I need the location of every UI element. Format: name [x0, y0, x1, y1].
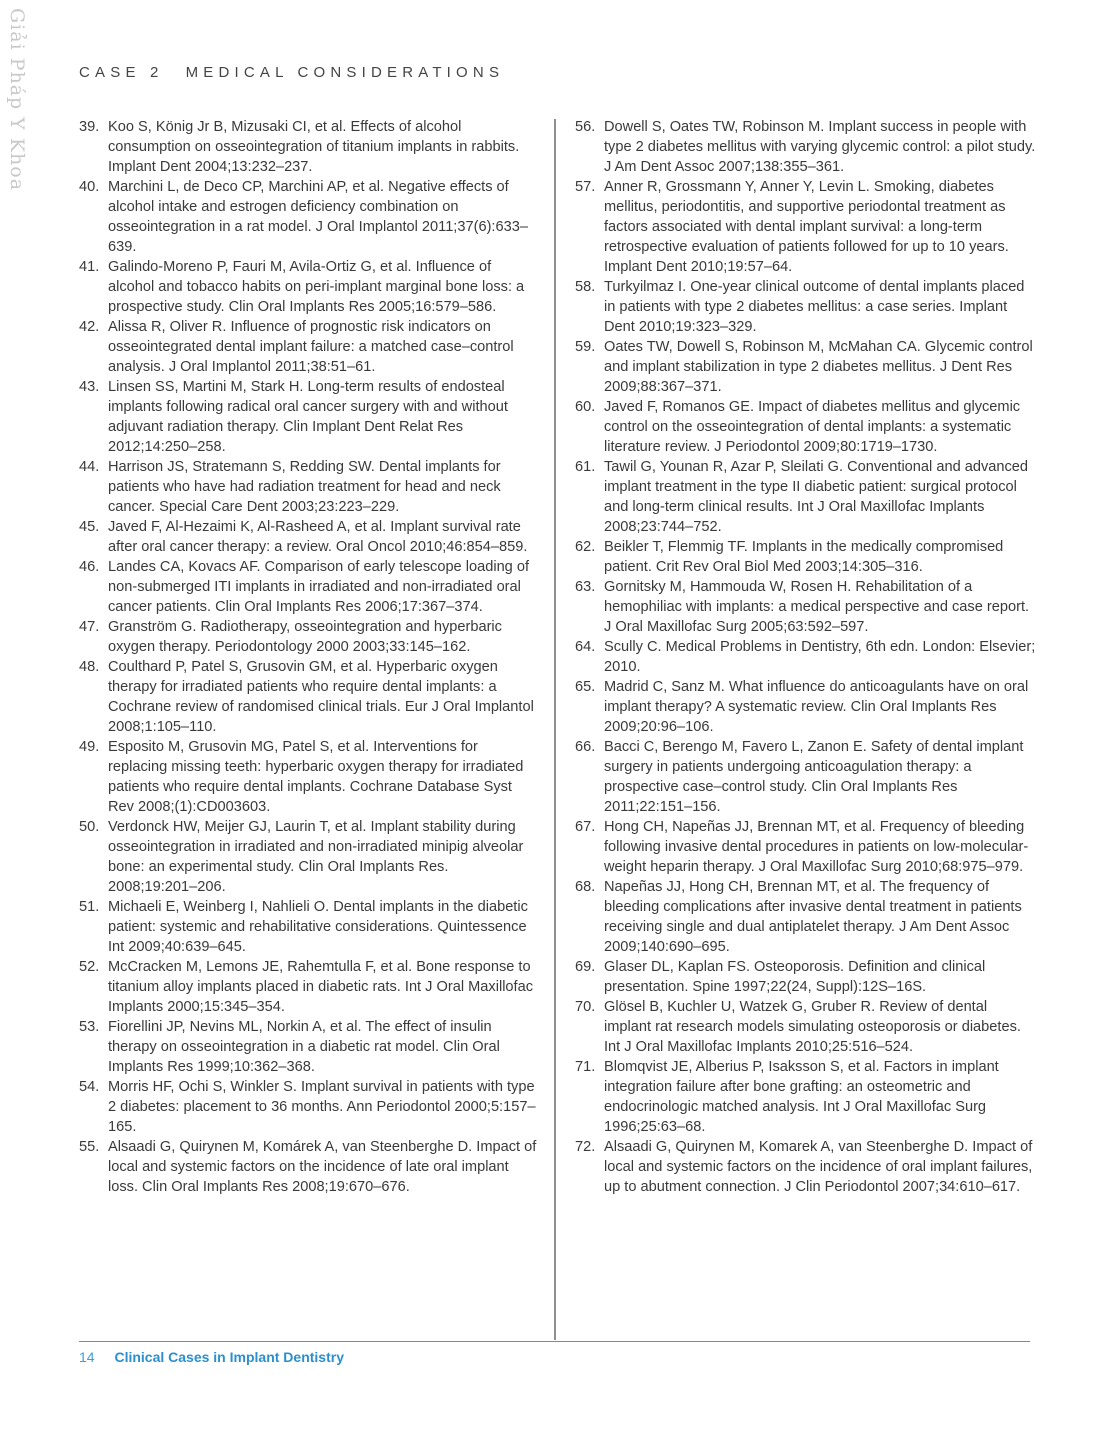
reference-number: 52. — [79, 959, 100, 975]
references-right-column — [575, 117, 1037, 1197]
reference-number: 51. — [79, 899, 100, 915]
reference-number: 59. — [575, 339, 596, 355]
reference-text: Gornitsky M, Hammouda W, Rosen H. Rehabilitation of a hemophiliac with implants: a medical perspective and case report. J Oral Maxillofac Surg 2005;63:592–597. — [604, 579, 1030, 635]
reference-number: 72. — [575, 1139, 596, 1155]
reference-number: 69. — [575, 959, 596, 975]
reference-text: Bacci C, Berengo M, Favero L, Zanon E. Safety of dental implant surgery in patients undergoing anticoagulation therapy: a prospective case–control study. Clin Oral Implants Res 2011;22:151–156. — [604, 739, 1024, 815]
reference-text: Madrid C, Sanz M. What influence do anticoagulants have on oral implant therapy? A systematic review. Clin Oral Implants Res 2009;20:96–106. — [604, 679, 1029, 735]
reference-text: Hong CH, Napeñas JJ, Brennan MT, et al. Frequency of bleeding following invasive dental procedures in patients on low-molecular-weight heparin therapy. J Oral Maxillofac Surg 2010;68:975–979. — [604, 819, 1029, 875]
reference-item — [575, 457, 1037, 537]
running-head-section: MEDICAL CONSIDERATIONS — [185, 64, 505, 81]
running-head-case: CASE 2 — [79, 64, 164, 81]
reference-text: Glösel B, Kuchler U, Watzek G, Gruber R. Review of dental implant rat research models simulating osteoporosis or diabetes. Int J Oral Maxillofac Implants 2010;25:516–524. — [604, 999, 1021, 1055]
reference-number: 48. — [79, 659, 100, 675]
reference-number: 54. — [79, 1079, 100, 1095]
reference-number: 41. — [79, 259, 100, 275]
reference-number: 40. — [79, 179, 100, 195]
reference-item — [575, 1057, 1037, 1137]
book-title: Clinical Cases in Implant Dentistry — [114, 1349, 344, 1365]
reference-item — [79, 737, 541, 817]
reference-number: 71. — [575, 1059, 596, 1075]
reference-text: Alsaadi G, Quirynen M, Komárek A, van Steenberghe D. Impact of local and systemic factors on the incidence of late oral implant loss. Clin Oral Implants Res 2008;19:670–676. — [108, 1139, 537, 1195]
reference-item — [575, 817, 1037, 877]
reference-item — [575, 277, 1037, 337]
reference-item — [575, 637, 1037, 677]
reference-number: 67. — [575, 819, 596, 835]
reference-text: Koo S, König Jr B, Mizusaki CI, et al. Effects of alcohol consumption on osseointegration of titanium implants in rabbits. Implant Dent 2004;13:232–237. — [108, 119, 520, 175]
reference-item — [575, 397, 1037, 457]
reference-item — [79, 457, 541, 517]
reference-text: Javed F, Romanos GE. Impact of diabetes mellitus and glycemic control on the osseointegration of dental implants: a systematic literature review. J Periodontol 2009;80:1719–1730. — [604, 399, 1021, 455]
reference-text: Harrison JS, Stratemann S, Redding SW. Dental implants for patients who have had radiation treatment for head and neck cancer. Special Care Dent 2003;23:223–229. — [108, 459, 501, 515]
reference-number: 61. — [575, 459, 596, 475]
reference-text: Fiorellini JP, Nevins ML, Norkin A, et al. The effect of insulin therapy on osseointegration in a diabetic rat model. Clin Oral Implants Res 1999;10:362–368. — [108, 1019, 500, 1075]
reference-text: Beikler T, Flemmig TF. Implants in the medically compromised patient. Crit Rev Oral Biol Med 2003;14:305–316. — [604, 539, 1004, 575]
references-left-column — [79, 117, 541, 1197]
reference-text: McCracken M, Lemons JE, Rahemtulla F, et al. Bone response to titanium alloy implants placed in diabetic rats. Int J Oral Maxillofac Implants 2000;15:345–354. — [108, 959, 534, 1015]
reference-number: 45. — [79, 519, 100, 535]
reference-item — [79, 177, 541, 257]
reference-text: Esposito M, Grusovin MG, Patel S, et al. Interventions for replacing missing teeth: hyperbaric oxygen therapy for irradiated patients who require dental implants. Cochrane Database Syst Rev 2008;(1):CD003603. — [108, 739, 524, 815]
footer-rule — [79, 1341, 1030, 1342]
page-number: 14 — [79, 1349, 95, 1365]
reference-item — [79, 377, 541, 457]
reference-item — [79, 257, 541, 317]
reference-item — [79, 317, 541, 377]
reference-text: Glaser DL, Kaplan FS. Osteoporosis. Definition and clinical presentation. Spine 1997;22(24, Suppl):12S–16S. — [604, 959, 986, 995]
reference-text: Alissa R, Oliver R. Influence of prognostic risk indicators on osseointegrated dental implant failure: a matched case–control analysis. J Oral Implantol 2011;38:51–61. — [108, 319, 514, 375]
reference-text: Dowell S, Oates TW, Robinson M. Implant success in people with type 2 diabetes mellitus with varying glycemic control: a pilot study. J Am Dent Assoc 2007;138:355–361. — [604, 119, 1036, 175]
reference-number: 57. — [575, 179, 596, 195]
reference-text: Landes CA, Kovacs AF. Comparison of early telescope loading of non-submerged ITI implants in irradiated and non-irradiated oral cancer patients. Clin Oral Implants Res 2006;17:367–374. — [108, 559, 530, 615]
reference-item — [79, 897, 541, 957]
reference-text: Morris HF, Ochi S, Winkler S. Implant survival in patients with type 2 diabetes: placement to 36 months. Ann Periodontol 2000;5:157–165. — [108, 1079, 536, 1135]
reference-item — [79, 117, 541, 177]
reference-item — [79, 617, 541, 657]
reference-text: Marchini L, de Deco CP, Marchini AP, et al. Negative effects of alcohol intake and estrogen deficiency combination on osseointegration in a rat model. J Oral Implantol 2011;37(6):633–639. — [108, 179, 528, 255]
reference-item — [575, 177, 1037, 277]
reference-number: 43. — [79, 379, 100, 395]
reference-text: Turkyilmaz I. One-year clinical outcome of dental implants placed in patients with type 2 diabetes mellitus: a case series. Implant Dent 2010;19:323–329. — [604, 279, 1025, 335]
reference-item — [575, 737, 1037, 817]
reference-item — [575, 117, 1037, 177]
reference-number: 66. — [575, 739, 596, 755]
reference-text: Michaeli E, Weinberg I, Nahlieli O. Dental implants in the diabetic patient: systemic and rehabilitative considerations. Quintessence Int 2009;40:639–645. — [108, 899, 528, 955]
reference-text: Napeñas JJ, Hong CH, Brennan MT, et al. The frequency of bleeding complications after invasive dental treatment in patients receiving single and dual antiplatelet therapy. J Am Dent Assoc 2009;140:690–695. — [604, 879, 1022, 955]
reference-item — [575, 957, 1037, 997]
reference-item — [575, 1137, 1037, 1197]
reference-text: Coulthard P, Patel S, Grusovin GM, et al. Hyperbaric oxygen therapy for irradiated patients who require dental implants: a Cochrane review of randomised clinical trials. Eur J Oral Implantol 2008;1:105–110. — [108, 659, 534, 735]
reference-text: Verdonck HW, Meijer GJ, Laurin T, et al. Implant stability during osseointegration in irradiated and non-irradiated minipig alveolar bone: an experimental study. Clin Oral Implants Res. 2008;19:201–206. — [108, 819, 524, 895]
reference-item — [79, 517, 541, 557]
reference-number: 64. — [575, 639, 596, 655]
reference-number: 46. — [79, 559, 100, 575]
reference-item — [575, 337, 1037, 397]
reference-text: Blomqvist JE, Alberius P, Isaksson S, et al. Factors in implant integration failure after bone grafting: an osteometric and endocrinologic matched analysis. Int J Oral Maxillofac Surg 1996;25:63–68. — [604, 1059, 999, 1135]
watermark-text: Giải Pháp Y Khoa — [6, 8, 28, 192]
reference-text: Alsaadi G, Quirynen M, Komarek A, van Steenberghe D. Impact of local and systemic factors on the incidence of oral implant failures, up to abutment connection. J Clin Periodontol 2007;34:610–617. — [604, 1139, 1033, 1195]
reference-item — [575, 877, 1037, 957]
reference-number: 39. — [79, 119, 100, 135]
reference-number: 55. — [79, 1139, 100, 1155]
reference-number: 62. — [575, 539, 596, 555]
reference-number: 58. — [575, 279, 596, 295]
reference-item — [79, 1077, 541, 1137]
reference-number: 42. — [79, 319, 100, 335]
reference-item — [79, 557, 541, 617]
reference-item — [79, 657, 541, 737]
reference-number: 53. — [79, 1019, 100, 1035]
reference-item — [79, 957, 541, 1017]
reference-text: Tawil G, Younan R, Azar P, Sleilati G. Conventional and advanced implant treatment in the type II diabetic patient: surgical protocol and long-term clinical results. Int J Oral Maxillofac Implants 2008;23:744–752. — [604, 459, 1029, 535]
reference-text: Anner R, Grossmann Y, Anner Y, Levin L. Smoking, diabetes mellitus, periodontitis, and supportive periodontal treatment as factors associated with dental implant survival: a long-term retrospective evaluation of patients followed for up to 10 years. Implant Dent 2010;19:57–64. — [604, 179, 1009, 275]
reference-number: 56. — [575, 119, 596, 135]
reference-item — [79, 1017, 541, 1077]
page-footer — [79, 1349, 344, 1365]
reference-number: 63. — [575, 579, 596, 595]
reference-item — [575, 537, 1037, 577]
reference-item — [575, 577, 1037, 637]
reference-number: 44. — [79, 459, 100, 475]
reference-number: 70. — [575, 999, 596, 1015]
reference-number: 68. — [575, 879, 596, 895]
reference-number: 65. — [575, 679, 596, 695]
reference-item — [79, 817, 541, 897]
column-divider — [554, 119, 556, 1340]
reference-text: Scully C. Medical Problems in Dentistry, 6th edn. London: Elsevier; 2010. — [604, 639, 1036, 675]
reference-text: Galindo-Moreno P, Fauri M, Avila-Ortiz G, et al. Influence of alcohol and tobacco habits on peri-implant marginal bone loss: a prospective study. Clin Oral Implants Res 2005;16:579–586. — [108, 259, 525, 315]
reference-item — [79, 1137, 541, 1197]
reference-text: Javed F, Al-Hezaimi K, Al-Rasheed A, et al. Implant survival rate after oral cancer therapy: a review. Oral Oncol 2010;46:854–859. — [108, 519, 528, 555]
running-head — [79, 64, 504, 81]
reference-item — [575, 677, 1037, 737]
reference-text: Oates TW, Dowell S, Robinson M, McMahan CA. Glycemic control and implant stabilization in type 2 diabetes mellitus. J Dent Res 2009;88:367–371. — [604, 339, 1033, 395]
reference-text: Granström G. Radiotherapy, osseointegration and hyperbaric oxygen therapy. Periodontology 2000 2003;33:145–162. — [108, 619, 502, 655]
reference-text: Linsen SS, Martini M, Stark H. Long-term results of endosteal implants following radical oral cancer surgery with and without adjuvant radiation therapy. Clin Implant Dent Relat Res 2012;14:250–258. — [108, 379, 508, 455]
reference-number: 50. — [79, 819, 100, 835]
reference-item — [575, 997, 1037, 1057]
reference-number: 60. — [575, 399, 596, 415]
reference-number: 49. — [79, 739, 100, 755]
reference-number: 47. — [79, 619, 100, 635]
